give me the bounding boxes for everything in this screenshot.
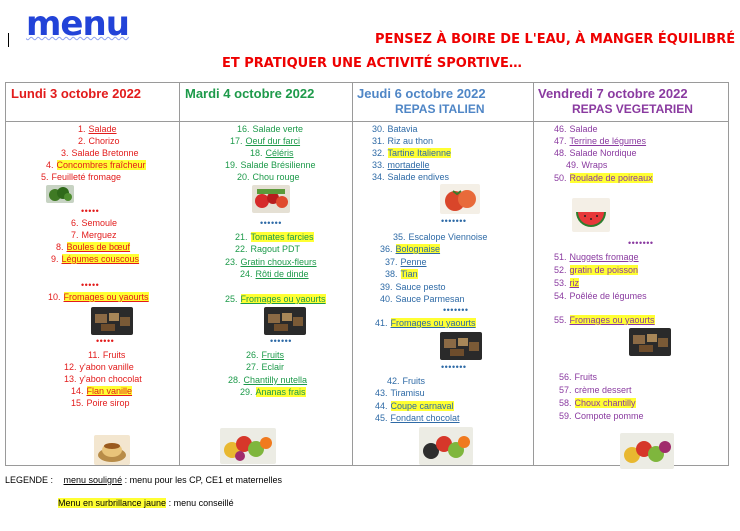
menu-item-label: Fromages ou yaourts: [390, 318, 476, 328]
menu-item: 14. Flan vanille: [71, 386, 133, 396]
menu-item: 30. Batavia: [372, 124, 418, 134]
cheese-photo: [440, 332, 482, 360]
day-header-thursday: [353, 83, 534, 122]
menu-item: 59. Compote pomme: [559, 411, 644, 421]
menu-item-label: Oeuf dur farci: [245, 136, 301, 146]
legend-underlined-sample: menu souligné: [63, 475, 123, 485]
menu-item: 55. Fromages ou yaourts: [554, 315, 655, 325]
menu-item-label: Céléris: [265, 148, 294, 158]
menu-item-label: Fruits: [261, 350, 285, 360]
menu-item-label: Flan vanille: [86, 386, 133, 396]
menu-item-label: Penne: [400, 257, 427, 267]
day-menu-thursday: [353, 122, 534, 466]
menu-item: 22. Ragout PDT: [235, 244, 301, 254]
menu-item-label: Tian: [400, 269, 418, 279]
menu-item: 47. Terrine de légumes: [554, 136, 647, 146]
watermelon-photo: [572, 198, 610, 232]
menu-item: 57. crème dessert: [559, 385, 632, 395]
menu-item: 32. Tartine Italienne: [372, 148, 452, 158]
separator-stars: •••••: [96, 336, 115, 346]
menu-item: 41. Fromages ou yaourts: [375, 318, 476, 328]
menu-item-label: Poire sirop: [86, 398, 130, 408]
menu-item: 5. Feuilleté fromage: [41, 172, 122, 182]
menu-item: 11. Fruits: [88, 350, 126, 360]
menu-item: 56. Fruits: [559, 372, 598, 382]
menu-item: 4. Concombres fraîcheur: [46, 160, 146, 170]
menu-item: 31. Riz au thon: [372, 136, 434, 146]
menu-item: 29. Ananas frais: [240, 387, 306, 397]
menu-item: 23. Gratin choux-fleurs: [225, 257, 317, 267]
legend-underlined-desc: : menu pour les CP, CE1 et maternelles: [124, 475, 283, 485]
menu-item: 28. Chantilly nutella: [228, 375, 308, 385]
menu-item-label: Salade Bretonne: [71, 148, 139, 158]
legend-row-highlight: [58, 498, 234, 508]
menu-item: 54. Poêlée de légumes: [554, 291, 647, 301]
menu-item-label: Escalope Viennoise: [408, 232, 488, 242]
weekly-menu-table: [5, 82, 729, 466]
menu-item: 10. Fromages ou yaourts: [48, 292, 149, 302]
menu-item: 24. Rôti de dinde: [240, 269, 309, 279]
menu-item-label: Compote pomme: [574, 411, 644, 421]
menu-item: 42. Fruits: [387, 376, 426, 386]
menu-item: 52. gratin de poisson: [554, 265, 639, 275]
menu-item: 13. y'abon chocolat: [64, 374, 142, 384]
day-subtitle-friday: REPAS VEGETARIEN: [572, 102, 693, 116]
menu-item: 2. Chorizo: [78, 136, 120, 146]
text-cursor: [8, 33, 9, 47]
menu-item-label: Merguez: [81, 230, 117, 240]
day-header-tuesday: [180, 83, 353, 122]
slogan-line-1: PENSEZ À BOIRE DE L'EAU, À MANGER ÉQUILIBRÉ: [375, 32, 736, 47]
menu-item-label: gratin de poisson: [569, 265, 639, 275]
separator-stars: •••••: [81, 206, 100, 216]
menu-item: 44. Coupe carnaval: [375, 401, 454, 411]
day-menu-tuesday: [180, 122, 353, 466]
menu-item: 33. mortadelle: [372, 160, 430, 170]
menu-item: 1. Salade: [78, 124, 117, 134]
menu-item: 9. Légumes couscous: [51, 254, 140, 264]
menu-item-label: Tartine Italienne: [387, 148, 452, 158]
menu-column-tuesday: [180, 122, 352, 465]
menu-item-label: Rôti de dinde: [255, 269, 309, 279]
day-menu-monday: [6, 122, 180, 466]
menu-item-label: Choux chantilly: [574, 398, 636, 408]
legend-label: LEGENDE :: [5, 475, 54, 485]
menu-item-label: Eclair: [261, 362, 285, 372]
separator-stars: •••••: [81, 280, 100, 290]
menu-item-label: Chorizo: [88, 136, 120, 146]
menu-item-label: riz: [569, 278, 580, 288]
menu-item-label: Nuggets fromage: [569, 252, 639, 262]
menu-item: 6. Semoule: [71, 218, 118, 228]
menu-item-label: Fruits: [574, 372, 598, 382]
menu-item: 58. Choux chantilly: [559, 398, 636, 408]
menu-item: 35. Escalope Viennoise: [393, 232, 488, 242]
menu-item: 21. Tomates farcies: [235, 232, 314, 242]
menu-item: 36. Bolognaise: [380, 244, 441, 254]
menu-item-label: Wraps: [581, 160, 608, 170]
menu-item: 40. Sauce Parmesan: [380, 294, 465, 304]
separator-stars: •••••••: [443, 305, 469, 315]
menu-item: 7. Merguez: [71, 230, 117, 240]
menu-item: 39. Sauce pesto: [380, 282, 446, 292]
menu-item-label: Fromages ou yaourts: [63, 292, 149, 302]
menu-item-label: Poêlée de légumes: [569, 291, 647, 301]
day-menu-friday: [534, 122, 729, 466]
menu-item: 16. Salade verte: [237, 124, 304, 134]
menu-item-label: Ananas frais: [255, 387, 306, 397]
tomato-photo: [440, 184, 480, 214]
day-subtitle-thursday: REPAS ITALIEN: [395, 102, 485, 116]
menu-item: 49. Wraps: [566, 160, 608, 170]
day-title-thursday: Jeudi 6 octobre 2022: [357, 86, 486, 101]
menu-item: 3. Salade Bretonne: [61, 148, 139, 158]
day-header-friday: [534, 83, 729, 122]
menu-item: 45. Fondant chocolat: [375, 413, 460, 423]
menu-item-label: Chantilly nutella: [243, 375, 308, 385]
menu-item-label: y'abon chocolat: [79, 374, 142, 384]
menu-item: 19. Salade Brésilienne: [225, 160, 316, 170]
separator-stars: ••••••: [260, 218, 282, 228]
menu-item: 15. Poire sirop: [71, 398, 130, 408]
menu-item-label: Salade: [88, 124, 117, 134]
menu-item: 18. Céléris: [250, 148, 294, 158]
menu-item: 26. Fruits: [246, 350, 285, 360]
separator-stars: •••••••: [441, 362, 467, 372]
menu-item-label: y'abon vanille: [79, 362, 134, 372]
menu-item-label: crème dessert: [574, 385, 632, 395]
menu-item-label: Salade Nordique: [569, 148, 637, 158]
menu-item: 25. Fromages ou yaourts: [225, 294, 326, 304]
cheese-photo: [91, 307, 133, 335]
menu-column-friday: [534, 122, 728, 465]
menu-item: 17. Oeuf dur farci: [230, 136, 301, 146]
menu-item: 12. y'abon vanille: [64, 362, 134, 372]
flan-photo: [94, 435, 130, 465]
menu-item-label: Salade Brésilienne: [240, 160, 316, 170]
menu-item-label: mortadelle: [387, 160, 430, 170]
menu-item: 8. Boules de bœuf: [56, 242, 131, 252]
menu-item-label: Feuilleté fromage: [51, 172, 122, 182]
menu-item-label: Ragout PDT: [250, 244, 301, 254]
menu-item-label: Roulade de poireaux: [569, 173, 653, 183]
salad-photo: [46, 185, 74, 203]
menu-item-label: Boules de bœuf: [66, 242, 131, 252]
menu-item-label: Semoule: [81, 218, 118, 228]
menu-item: 43. Tiramisu: [375, 388, 425, 398]
menu-item-label: Batavia: [387, 124, 418, 134]
day-title-friday: Vendredi 7 octobre 2022: [538, 86, 688, 101]
menu-item-label: Tiramisu: [390, 388, 425, 398]
menu-column-thursday: [353, 122, 533, 465]
menu-item-label: Riz au thon: [387, 136, 434, 146]
separator-stars: •••••••: [441, 216, 467, 226]
menu-item-label: Gratin choux-fleurs: [240, 257, 317, 267]
menu-item-label: Fromages ou yaourts: [240, 294, 326, 304]
menu-item-label: Fruits: [402, 376, 426, 386]
fruit-basket-photo: [419, 427, 473, 465]
day-title-monday: Lundi 3 octobre 2022: [11, 86, 142, 101]
day-header-monday: [6, 83, 180, 122]
menu-item-label: Bolognaise: [395, 244, 441, 254]
menu-item: 46. Salade: [554, 124, 598, 134]
separator-stars: ••••••: [270, 336, 292, 346]
menu-item-label: Fromages ou yaourts: [569, 315, 655, 325]
menu-item: 34. Salade endives: [372, 172, 450, 182]
menu-item-label: Chou rouge: [252, 172, 300, 182]
fruit-basket-photo: [620, 433, 674, 469]
menu-item-label: Fruits: [102, 350, 126, 360]
menu-item-label: Salade verte: [252, 124, 304, 134]
menu-item-label: Salade endives: [387, 172, 450, 182]
fruit-basket-photo: [220, 428, 276, 464]
cheese-photo: [264, 307, 306, 335]
day-title-tuesday: Mardi 4 octobre 2022: [185, 86, 315, 101]
menu-item: 27. Eclair: [246, 362, 285, 372]
menu-item: 53. riz: [554, 278, 580, 288]
menu-item: 51. Nuggets fromage: [554, 252, 639, 262]
menu-item-label: Terrine de légumes: [569, 136, 647, 146]
vegetables-photo: [252, 185, 290, 213]
menu-item: 50. Roulade de poireaux: [554, 173, 653, 183]
legend-highlight-desc: : menu conseillé: [168, 498, 234, 508]
menu-item: 38. Tian: [385, 269, 418, 279]
legend-highlight-sample: Menu en surbrillance jaune: [58, 498, 167, 508]
menu-column-monday: [6, 122, 179, 465]
menu-item: 37. Penne: [385, 257, 427, 267]
menu-item-label: Sauce Parmesan: [395, 294, 465, 304]
cheese-photo: [629, 328, 671, 356]
slogan-line-2: ET PRATIQUER UNE ACTIVITÉ SPORTIVE…: [222, 56, 522, 71]
menu-item: 48. Salade Nordique: [554, 148, 637, 158]
menu-item-label: Fondant chocolat: [390, 413, 460, 423]
menu-item-label: Concombres fraîcheur: [56, 160, 146, 170]
menu-item-label: Légumes couscous: [61, 254, 140, 264]
menu-item-label: Salade: [569, 124, 598, 134]
menu-item-label: Tomates farcies: [250, 232, 314, 242]
menu-item-label: Sauce pesto: [395, 282, 446, 292]
legend-row-underlined: [5, 475, 282, 485]
menu-item-label: Coupe carnaval: [390, 401, 454, 411]
menu-logo: menu: [26, 4, 129, 44]
menu-item: 20. Chou rouge: [237, 172, 300, 182]
separator-stars: •••••••: [628, 238, 654, 248]
